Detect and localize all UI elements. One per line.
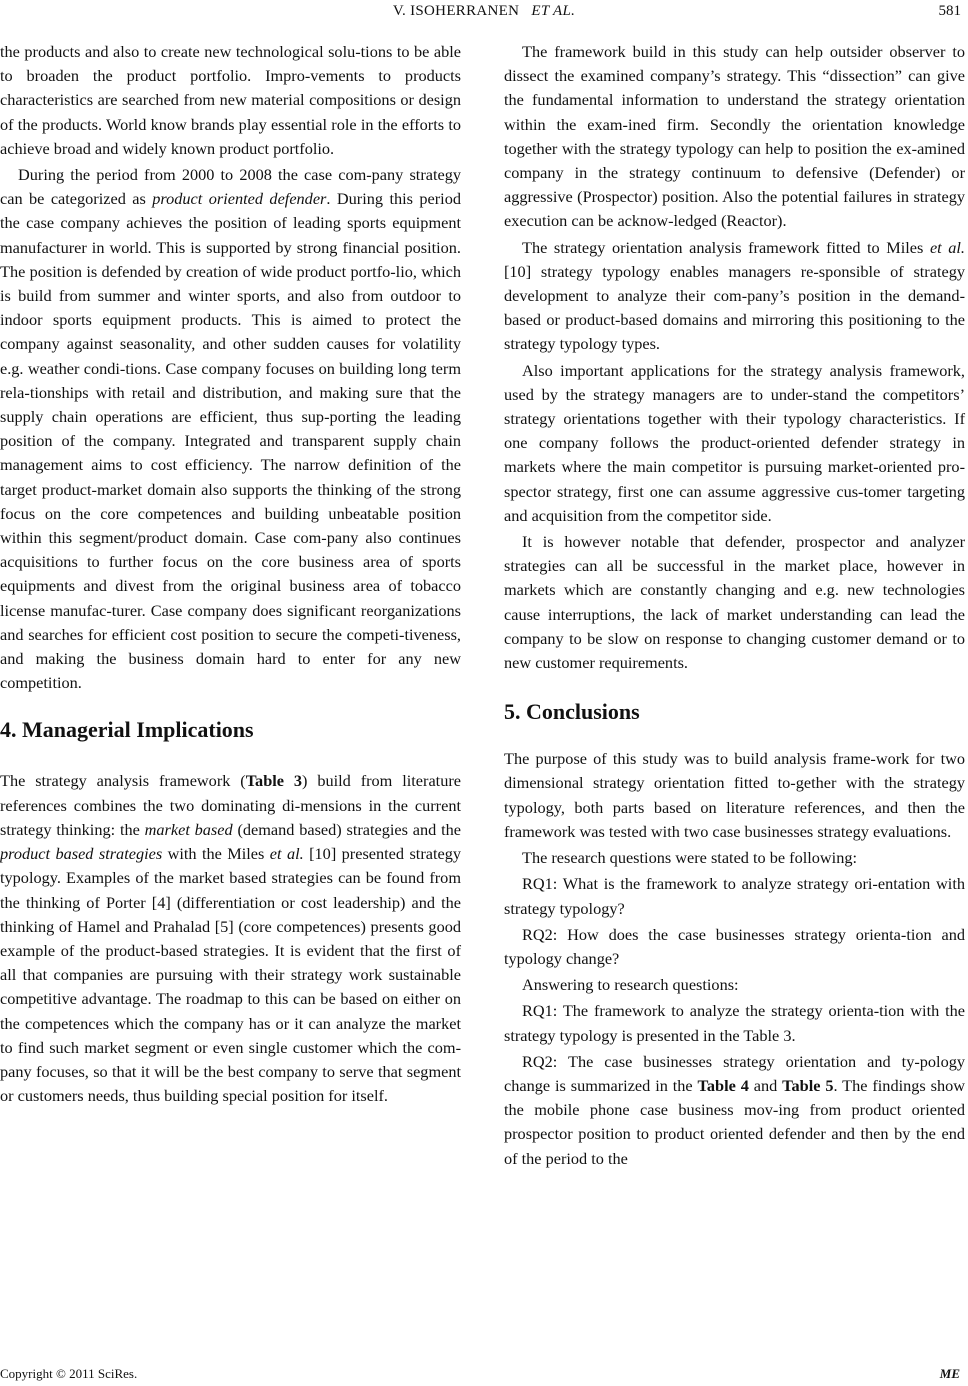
right-paragraph-rq2-answer: RQ2: The case businesses strategy orientation and ty-pology change is summarized in the Table 4 and Table 5. The findings show the mobile phone case business mov-ing from product oriented prospector position to product oriented defender and then by the end of the period to the [504, 1051, 965, 1168]
right-paragraph-3: Also important applications for the strategy analysis framework, used by the strategy managers are to under-stand the competitors’ strategy orientations together with their typology characteristics. If one company follows the product-oriented defender strategy in markets where the main competitor is pursuing market-oriented pro-spector strategy, first one can assume aggressive cus-tomer targeting and acquisition from the competitor side. [504, 360, 965, 525]
right-paragraph-rq1-answer: RQ1: The framework to analyze the strategy orienta-tion with the strategy typology is presented in the Table 3. [504, 1001, 965, 1045]
right-paragraph-1: The framework build in this study can help outsider observer to dissect the examined company’s strategy. This “dissection” can give the fundamental information to understand the strategy orientation within the exam-ined firm. Secondly the orientation knowledge together with the strategy typology can help to position the ex-amined company in the strategy continuum to defensive (Defender) or aggressive (Prospector) position. Also the potential failures in strategy execution can be acknow-ledged (Reactor). [504, 42, 965, 231]
author-etal: ET AL. [531, 3, 576, 19]
journal-abbreviation: ME [939, 1366, 960, 1381]
right-paragraph-rq2: RQ2: How does the case businesses strategy orienta-tion and typology change? [504, 924, 965, 968]
page-footer [0, 1366, 968, 1386]
section-heading-managerial-implications: 4. Managerial Implications [0, 717, 254, 743]
running-author: V. ISOHERRANEN ET AL. [392, 3, 576, 19]
running-header [0, 3, 968, 25]
right-paragraph-answering: Answering to research questions: [522, 975, 739, 995]
section-heading-conclusions: 5. Conclusions [504, 699, 640, 725]
left-paragraph-2: During the period from 2000 to 2008 the case com-pany strategy can be categorized as product oriented defender. During this period the case company achieves the position of leading sports equipment manufacturer in world. This is supported by strong financial position. The position is defended by creation of wide product portfo-lio, which is build from summer and winter sports, and also from outdoor to indoor sports equipment products. This is aimed to protect the company against seasonality, and other sudden causes for volatility e.g. weather condi-tions. Case company focuses on building long term rela-tionships with retail and distribution, and making sure that the supply chain operations are efficient, thus sup-porting the leading position of the company. Integrated and transparent supply chain management aims to cost efficiency. The narrow definition of the target product-market domain also supports the thinking of the strong focus on the core competences and building unbeatable position within this segment/product domain. Case com-pany also continues acquisitions to further focus on the core business area of sports equipments and divest from the original business area of tobacco license manufac-turer. Case company does significant reorganizations and searches for efficient cost position to secure the competi-tiveness, and making the business domain hard to enter for any new competition. [0, 165, 461, 693]
right-paragraph-5: The purpose of this study was to build analysis frame-work for two dimensional strategy orientation fitted to-gether with the strategy typology, both parts based on literature references, and then the framework was tested with two case businesses strategy evaluations. [504, 749, 965, 841]
page-number: 581 [938, 3, 961, 19]
left-paragraph-1: the products and also to create new technological solu-tions to be able to broaden the product portfolio. Impro-vements to products characteristics are searched from new material compositions or design of the products. World know brands play essential role in the efforts to achieve broad and widely known product portfolio. [0, 42, 461, 158]
left-column [0, 40, 461, 1110]
right-paragraph-rq1: RQ1: What is the framework to analyze strategy ori-entation with strategy typology? [504, 874, 965, 918]
right-paragraph-6: The research questions were stated to be following: [522, 848, 858, 868]
right-column [504, 40, 965, 1173]
right-paragraph-4: It is however notable that defender, prospector and analyzer strategies can all be successful in the market place, however in markets which are constantly changing and e.g. new technologies cause interruptions, the lack of market understanding can lead the company to be slow on response to changing customer demand or to new customer requirements. [504, 532, 965, 673]
right-paragraph-2: The strategy orientation analysis framework fitted to Miles et al. [10] strategy typology enables managers re-sponsible of strategy development to analyze their com-pany’s position in the demand-based or product-based domains and mirroring this positioning to the strategy typology types. [504, 237, 965, 354]
left-paragraph-3: The strategy analysis framework (Table 3) build from literature references combines the two dominating di-mensions in the current strategy thinking: the market based (demand based) strategies and the product based strategies with the Miles et al. [10] presented strategy typology. Examples of the market based strategies can be found from the thinking of Porter [4] (differentiation or cost leadership) and the thinking of Hamel and Prahalad [5] (core competences) presents good example of the product-based strategies. It is evident that the first of all that companies are pursuing with their strategy work sustainable competitive advantage. The roadmap to this can be based on either on the competences which the company has or it can analyze the market to find such market segment or even single customer which the com-pany focuses, so that it will be the best company to serve that segment or customers needs, thus building special position for itself. [0, 771, 462, 1106]
copyright-notice: Copyright © 2011 SciRes. [0, 1366, 138, 1381]
